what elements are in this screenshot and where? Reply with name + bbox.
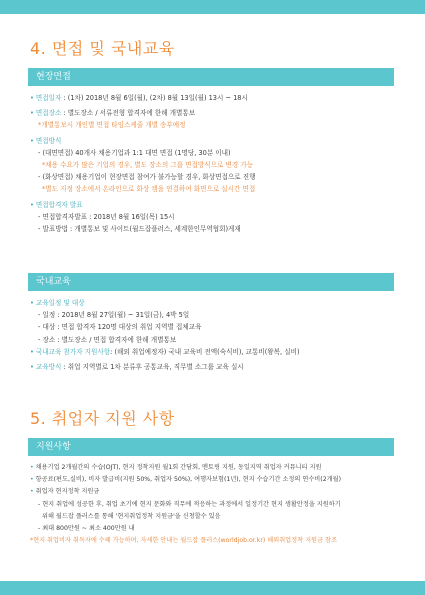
support-item-2-text: 항공료(편도,실비), 비자 발급비(지원 50%, 취업자 50%), 여행자보험(1년), 현지 수습기간 소정의 연수비(2개월) (35, 476, 342, 484)
interview-date-key: 면접일자 (35, 94, 62, 102)
bullet-icon: • (30, 464, 34, 471)
result-key: 면접합격자 발표 (35, 200, 83, 209)
support-note: *현지 취업비자 취득자에 수혜 가능하며, 자세한 안내는 월드잡 플러스(worldjob.or.kr) 해외취업정착 지원금 참조 (30, 537, 337, 545)
interview-method-heading (30, 135, 398, 147)
bullet-icon: • (30, 109, 34, 118)
section-bar-domestic-education: 국내교육 (28, 273, 394, 291)
support-item-3-detail-3: - 최대 800만원 ~ 최소 400만원 내 (38, 525, 135, 533)
bullet-icon: • (30, 347, 34, 356)
top-decor-band (0, 0, 425, 14)
support-item-3-detail-1: - 현지 취업에 성공한 후, 취업 초기에 현지 문화와 직무에 적응하는 과정에서 일정기간 현지 생활안정을 지원하기 (38, 500, 341, 508)
bullet-icon: • (30, 299, 34, 307)
interview-place-key: 면접장소 (35, 109, 62, 118)
education-item-3: - 장소 : 별도장소 / 면접 합격자에 한해 개별통보 (38, 335, 177, 344)
support-item-2 (30, 474, 398, 486)
education-method-line (30, 361, 398, 373)
education-item-2: - 대상 : 면접 합격자 120명 대상의 취업 지역별 집체교육 (38, 323, 202, 332)
support-item-3-detail-2: 위해 월드잡 플러스를 통해 '현지취업정착 지원금'을 신청할수 있음 (42, 512, 221, 520)
education-key: 교육일정 및 대상 (35, 299, 85, 307)
education-item-1: - 일정 : 2018년 8월 27일(월) ~ 31일(금), 4박 5일 (38, 311, 190, 320)
support-item-1-text: 채용기업 2개월간의 수습(OJT), 현지 정착지원 월1회 간담회, 멘토링 지원, 동일지역 취업자 커뮤니티 지원 (35, 464, 322, 471)
bullet-icon: • (30, 476, 34, 484)
support-value: : (해외 취업예정자) 국내 교육비 전액(숙식비), 교통비(왕복, 실비) (110, 347, 300, 356)
support-item-3-text: 취업자 현지정착 지원금 (35, 488, 100, 496)
section-4-title: 4. 면접 및 국내교육 (30, 39, 175, 58)
interview-method-key: 면접방식 (35, 136, 62, 145)
result-item-2: - 발표방법 : 개별통보 및 사이트(월드잡플러스, 세계한인무역협회)게재 (38, 225, 241, 234)
result-item-1: - 면접합격자발표 : 2018년 8월 16일(목) 15시 (38, 212, 175, 221)
education-details (30, 297, 398, 373)
education-method-value: : 취업 지역별로 1차 분류후 공통교육, 직무별 소그룹 교육 실시 (61, 363, 244, 372)
interview-method-item-2: - (화상면접) 채용기업이 현장면접 참여가 불가능할 경우, 화상면접으로 진행 (38, 173, 256, 182)
interview-details (30, 92, 398, 235)
education-heading (30, 297, 398, 309)
interview-place-value: : 별도장소 / 서류전형 합격자에 한해 개별통보 (61, 109, 196, 118)
bullet-icon: • (30, 136, 34, 145)
interview-method-note-2: *별도 지정 장소에서 온라인으로 화상 캠을 연결하여 화면으로 실시간 면접 (42, 185, 256, 194)
section-5-title: 5. 취업자 지원 사항 (30, 409, 175, 428)
bottom-decor-band (0, 581, 425, 595)
interview-method-note-1: *채용 수요가 많은 기업의 경우, 별도 장소의 그룹 면접방식으로 변경 가능 (42, 161, 254, 170)
bullet-icon: • (30, 488, 34, 496)
interview-date-line (30, 92, 398, 104)
support-line (30, 346, 398, 358)
support-item-1 (30, 462, 398, 474)
bullet-icon: • (30, 363, 34, 372)
bullet-icon: • (30, 200, 34, 209)
section-bar-support: 지원사항 (28, 438, 394, 456)
interview-date-value: : (1차) 2018년 8월 6일(월), (2차) 8월 13일(월) 13시 ~ 18시 (61, 94, 248, 102)
bullet-icon: • (30, 94, 34, 102)
support-key: 국내교육 참가자 지원사항 (35, 347, 111, 356)
support-details (30, 462, 398, 547)
interview-place-line (30, 107, 398, 119)
section-bar-onsite-interview: 현장면접 (28, 68, 394, 86)
education-method-key: 교육방식 (35, 363, 62, 372)
interview-method-item-1: - (대면면접) 40개사 채용기업과 1:1 대면 면접 (1명당, 30분 이내) (38, 148, 231, 157)
result-heading (30, 199, 398, 211)
support-item-3 (30, 486, 398, 498)
interview-place-note: *개별통보시 개인별 면접 타임스케줄 개별 송부예정 (38, 121, 186, 130)
